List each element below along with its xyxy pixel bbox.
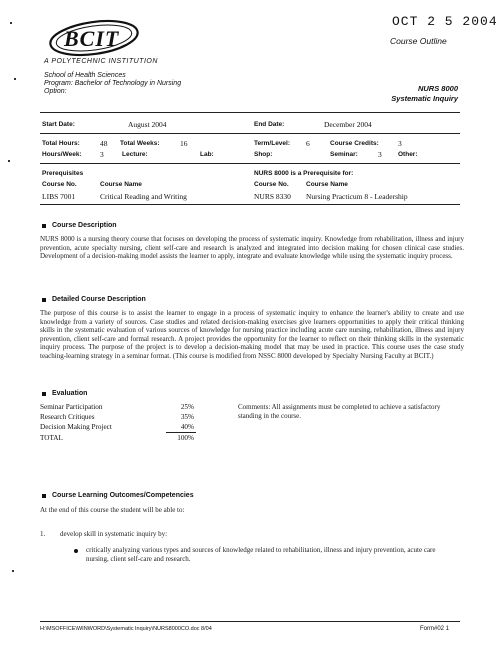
prereq-for-col-name: Course Name [306,181,348,188]
outcome-item: develop skill in systematic inquiry by: [60,530,168,538]
eval-total-label: TOTAL [40,434,63,442]
outcome-number: 1. [40,530,46,538]
course-description-heading: Course Description [42,222,117,229]
credits-value: 3 [398,139,402,148]
total-weeks-value: 16 [180,139,188,148]
course-title: Systematic Inquiry [391,94,458,103]
eval-comment: Comments: All assignments must be completed to achieve a satisfactory standing in the course. [238,403,441,420]
start-date-value: August 2004 [128,120,167,129]
prereq-heading: Prerequisites [42,170,84,177]
eval-item-name: Decision Making Project [40,423,112,431]
hours-week-value: 3 [100,150,104,159]
doc-title: Course Outline [390,36,447,46]
eval-item-pct: 35% [180,413,194,421]
end-date-value: December 2004 [324,120,372,129]
logo-tagline: A POLYTECHNIC INSTITUTION [44,58,158,65]
eval-total-rule [166,432,196,433]
total-hours-label: Total Hours: [42,140,80,147]
prereq-col-no: Course No. [42,181,77,188]
logo-wordmark: BCIT [64,26,120,51]
prereq-course-no: LIBS 7001 [42,192,76,201]
divider [40,163,460,164]
prereq-for-course-name: Nursing Practicum 8 - Leadership [306,192,408,201]
school-block [44,72,181,96]
eval-item-pct: 40% [180,423,194,431]
term-value: 6 [306,139,310,148]
divider [40,204,460,205]
outcomes-heading: Course Learning Outcomes/Competencies [42,492,194,499]
hours-week-label: Hours/Week: [42,151,82,158]
eval-item-name: Research Critiques [40,413,95,421]
scan-speck [8,160,10,162]
prereq-course-name: Critical Reading and Writing [100,192,187,201]
term-label: Term/Level: [254,140,291,147]
start-date-label: Start Date: [42,121,75,128]
lab-label: Lab: [200,151,214,158]
detailed-description-text: The purpose of this course is to assist the learner to engage in a process of systematic inquiry to enhance the learner's ability to create and use knowledge from a variety of sources. Case studies and related decision-making exercises give learners opportunities to apply their critical thinking skills in the systematic evaluation of various sources of knowledge for nursing practice including acute care nursing, rehabilitation, illness and injury prevention, client self-care and formal research. A project provides the opportunity for the learner to reflect on their thinking skills in the systematic inquiry process. The purpose of the project is to develop a decision-making model that may be used in practice. This course uses the case study teaching-learning strategy in a seminar format. (This course is modified from NSSC 8000 developed by Specialty Nursing Faculty at BCIT.) [40,309,464,360]
divider [40,112,460,113]
bcit-logo [44,18,144,58]
program-name: Program: Bachelor of Technology in Nursing [44,80,182,87]
total-hours-value: 48 [100,139,108,148]
prereq-for-col-no: Course No. [254,181,289,188]
course-code: NURS 8000 [417,84,458,93]
outcomes-intro: At the end of this course the student will be able to: [40,506,185,514]
credits-label: Course Credits: [330,140,379,147]
end-date-label: End Date: [254,121,285,128]
school-name: School of Health Sciences [44,72,126,79]
prereq-for-course-no: NURS 8330 [254,192,291,201]
eval-total-pct: 100% [177,434,194,442]
detailed-description-heading: Detailed Course Description [42,296,146,303]
eval-item-pct: 25% [180,403,194,411]
bullet-icon [42,392,46,396]
date-stamp: OCT 2 5 2004 [392,14,498,29]
other-label: Other: [398,151,418,158]
bullet-icon [42,298,46,302]
bullet-icon [42,494,46,498]
scan-speck [14,78,16,80]
prereq-for-heading: NURS 8000 is a Prerequisite for: [254,170,354,177]
scan-speck [12,570,14,572]
seminar-label: Seminar: [330,151,358,158]
footer-divider [40,621,460,622]
shop-label: Shop: [254,151,273,158]
scan-speck [10,22,12,24]
total-weeks-label: Total Weeks: [120,140,160,147]
eval-item-name: Seminar Participation [40,403,103,411]
seminar-value: 3 [378,150,382,159]
lecture-label: Lecture: [122,151,148,158]
prereq-col-name: Course Name [100,181,142,188]
option-label: Option: [44,88,67,95]
evaluation-heading: Evaluation [42,390,87,397]
bullet-icon [74,549,78,553]
bullet-icon [42,224,46,228]
course-description-text: NURS 8000 is a nursing theory course that focuses on developing the process of systematic inquiry. Knowledge from rehabilitation, illness and injury prevention, acute specialty nursing, client self-care and research is analyzed and integrated into decision making for chosen clinical case studies. Development of a decision-making model assists the learner to apply, integrate and evaluate knowledge while using the systematic inquiry process. [40,235,464,260]
footer-form: Form#02 1 [420,626,450,632]
course-id-block [391,84,458,104]
footer-path: H:\MSOFFICE\WINWORD\Systematic Inquiry\NURS8000CO.doc 8/04 [40,626,212,632]
divider [40,133,460,134]
outcome-sub-item: critically analyzing various types and sources of knowledge related to rehabilitation, illness and injury prevention, acute care nursing, client self-care and research. [86,546,436,563]
